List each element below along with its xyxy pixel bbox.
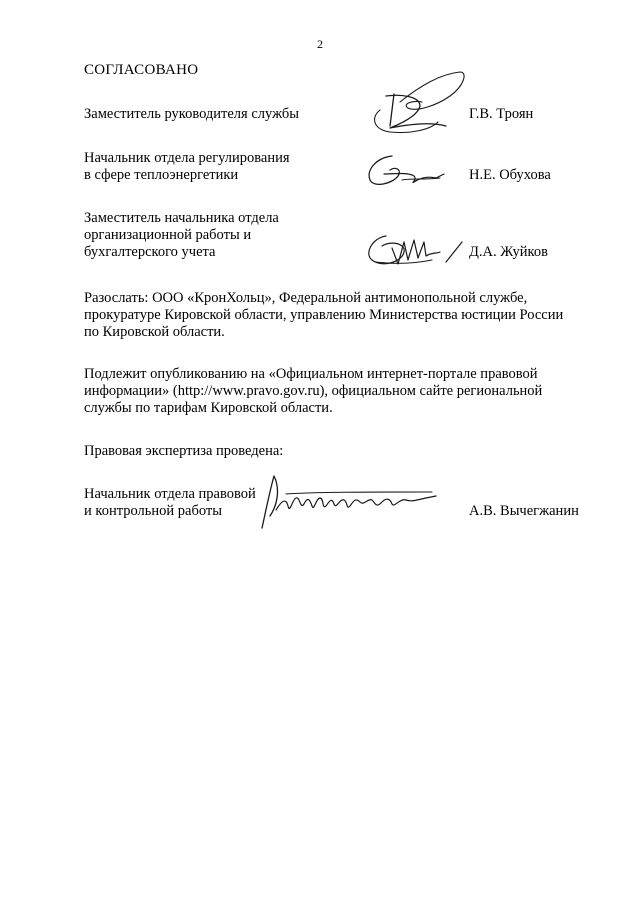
distribution-line: Разослать: ООО «КронХольц», Федеральной антимонопольной службе, [84, 290, 528, 306]
approver-3-signature [362, 228, 466, 274]
approver-2-position-line: Начальник отдела регулирования [84, 150, 290, 166]
final-signer-position-line: и контрольной работы [84, 503, 222, 519]
distribution-paragraph [84, 290, 586, 341]
approver-1-position [84, 106, 344, 123]
publication-line: Подлежит опубликованию на «Официальном интернет-портале правовой [84, 366, 538, 382]
approver-1-name: Г.В. Троян [469, 106, 534, 122]
publication-line: информации» (http://www.pravo.gov.ru), официальном сайте региональной [84, 383, 543, 399]
approver-3-position [84, 210, 344, 261]
approver-1-signature [360, 66, 470, 146]
approver-2-signature [362, 148, 462, 194]
approver-3-name: Д.А. Жуйков [469, 244, 548, 260]
approver-2-position [84, 150, 344, 184]
approver-2-position-line: в сфере теплоэнергетики [84, 167, 239, 183]
final-signer-position-line: Начальник отдела правовой [84, 486, 256, 502]
publication-line: службы по тарифам Кировской области. [84, 400, 333, 416]
distribution-line: прокуратуре Кировской области, управлению Министерства юстиции России [84, 307, 564, 323]
publication-paragraph [84, 366, 586, 417]
page-number: 2 [317, 37, 323, 51]
approver-3-position-line: Заместитель начальника отдела [84, 210, 279, 226]
final-signer-signature [256, 470, 442, 536]
distribution-line: по Кировской области. [84, 324, 225, 340]
approver-1-position-line: Заместитель руководителя службы [84, 106, 300, 122]
approval-heading: СОГЛАСОВАНО [84, 62, 199, 78]
approver-3-position-line: организационной работы и [84, 227, 252, 243]
final-signer-name: А.В. Вычегжанин [469, 503, 579, 519]
legal-review-note: Правовая экспертиза проведена: [84, 443, 284, 459]
approver-2-name: Н.Е. Обухова [469, 167, 551, 183]
approver-3-position-line: бухгалтерского учета [84, 244, 216, 260]
